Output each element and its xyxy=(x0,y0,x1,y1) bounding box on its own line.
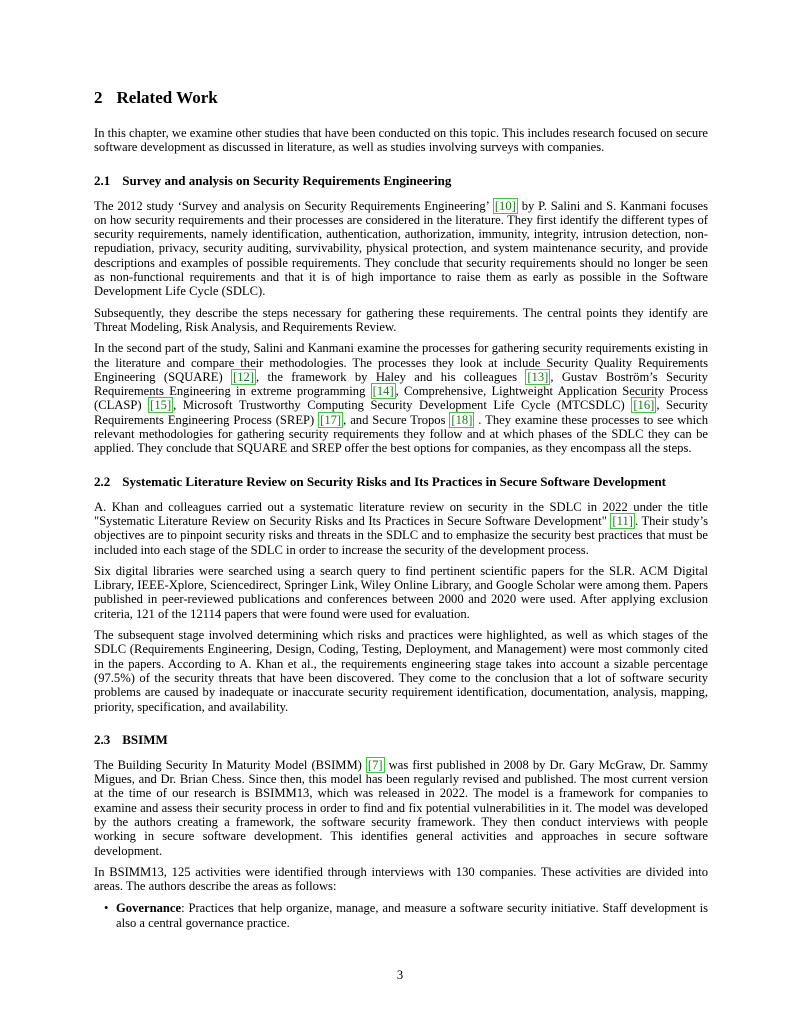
paragraph: Subsequently, they describe the steps necessary for gathering these requirements. The central points they identify are Threat Modeling, Risk Analysis, and Requirements Review. xyxy=(94,305,708,334)
text-run: . Their study’s objectives are to pinpoint security risks and threats in the SDLC and to emphasize the security best practices that must be included into each stage of the SDLC in order to increase the security of the development process. xyxy=(94,513,708,557)
citation-link[interactable]: [14] xyxy=(372,384,394,399)
subsection-number: 2.2 xyxy=(94,473,111,489)
subsection-title: BSIMM xyxy=(122,731,168,747)
section-title: Related Work xyxy=(116,88,218,107)
text-run: The Building Security In Maturity Model (BSIMM) xyxy=(94,757,366,772)
page-body xyxy=(94,88,708,930)
text-run: , Comprehensive, Lightweight Application Security Process (CLASP) xyxy=(94,384,708,413)
intro-paragraph: In this chapter, we examine other studies that have been conducted on this topic. This includes research focused on secure software development as discussed in literature, as well as studies involving surveys with companies. xyxy=(94,126,708,155)
subsection-heading-2-1 xyxy=(94,173,708,188)
section-heading xyxy=(94,88,708,108)
subsection-number: 2.3 xyxy=(94,731,111,747)
subsection-heading-2-2 xyxy=(94,474,708,489)
citation-link[interactable]: [18] xyxy=(451,412,473,427)
text-run: , the framework by Haley and his colleagues xyxy=(256,369,526,384)
subsection-title: Systematic Literature Review on Security Risks and Its Practices in Secure Software Development xyxy=(122,473,666,489)
citation-link[interactable]: [11] xyxy=(612,513,633,528)
citation-link[interactable]: [17] xyxy=(320,412,342,427)
citation-link[interactable]: [7] xyxy=(367,757,383,772)
text-run: , Microsoft Trustworthy Computing Security Development Life Cycle (MTCSDLC) xyxy=(173,398,632,413)
paragraph xyxy=(94,500,708,557)
paragraph: The subsequent stage involved determining which risks and practices were highlighted, as well as which stages of the SDLC (Requirements Engineering, Design, Coding, Testing, Deployment, and Management) were most commonly cited in the papers. According to A. Khan et al., the requirements engineering stage takes into account a sizable percentage (97.5%) of the security threats that have been discovered. They come to the conclusion that a lot of software security problems are caused by inadequate or inaccurate security requirement identification, documentation, analysis, mapping, priority, specification, and availability. xyxy=(94,628,708,714)
citation-link[interactable]: [10] xyxy=(494,198,516,213)
citation-link[interactable]: [12] xyxy=(233,369,255,384)
paragraph xyxy=(94,341,708,455)
text-run: was first published in 2008 by Dr. Gary McGraw, Dr. Sammy Migues, and Dr. Brian Chess. Since then, this model has been regularly revised and published. The most current version at the time of our research is BSIMM13, which was released in 2022. The model is a framework for companies to examine and assess their security process in order to find and fix potential vulnerabilities in it. The model was developed by the authors creating a framework, the software security framework. They then conduct interviews with people working in secure software development. This identifies general activities and approaches in secure software development. xyxy=(94,757,708,858)
text-run: , Gustav Boström’s Security Requirements Engineering in extreme programming xyxy=(94,369,708,399)
citation-link[interactable]: [16] xyxy=(633,398,655,413)
paragraph: Six digital libraries were searched using a search query to find pertinent scientific papers for the SLR. ACM Digital Library, IEEE-Xplore, Sciencedirect, Springer Link, Wiley Online Library, and Google Scholar were among them. Papers published in peer-reviewed publications and conferences between 2000 and 2020 were used. After applying exclusion criteria, 121 of the 12114 papers that were found were used for evaluation. xyxy=(94,563,708,621)
list-item-term: Governance xyxy=(116,901,182,916)
subsection-heading-2-3 xyxy=(94,732,708,747)
list-item-text: : Practices that help organize, manage, and measure a software security initiative. Staff development is also a central governance practice. xyxy=(116,901,708,930)
text-run: , Security Requirements Engineering Process (SREP) xyxy=(94,398,708,427)
list-item xyxy=(104,901,708,930)
text-run: by P. Salini and S. Kanmani focuses on how security requirements and their processes are considered in the literature. They first identify the different types of security requirements, namely identification, authentication, authorization, immunity, integrity, intrusion detection, non-repudiation, privacy, security auditing, survivability, physical protection, and system maintenance security, and provide descriptions and examples of possible requirements. They conclude that security requirements should no longer be seen as non-functional requirements and that it is of high importance to raise them as early as possible in the Software Development Life Cycle (SDLC). xyxy=(94,198,708,299)
bullet-icon: • xyxy=(104,901,109,916)
section-number: 2 xyxy=(94,88,103,107)
citation-link[interactable]: [13] xyxy=(527,369,549,384)
paragraph xyxy=(94,199,708,299)
area-list xyxy=(94,901,708,930)
subsection-number: 2.1 xyxy=(94,172,111,188)
paragraph: In BSIMM13, 125 activities were identified through interviews with 130 companies. These activities are divided into areas. The authors describe the areas as follows: xyxy=(94,864,708,894)
paragraph xyxy=(94,758,708,858)
text-run: . They examine these processes to see which relevant methodologies for gathering security requirements they follow and at which phases of the SDLC they can be applied. They conclude that SQUARE and SREP offer the best options for companies, as they encompass all the steps. xyxy=(94,412,708,456)
page-number: 3 xyxy=(396,968,404,982)
text-run: , and Secure Tropos xyxy=(343,412,450,427)
text-run: In the second part of the study, Salini and Kanmani examine the processes for gathering security requirements existing in the literature and compare their methodologies. The processes they look at include Security Quality Requirements Engineering (SQUARE) xyxy=(94,341,708,384)
text-run: A. Khan and colleagues carried out a systematic literature review on security in the SDLC in 2022 under the title "Systematic Literature Review on Security Risks and Its Practices in Secure Software Development" xyxy=(94,499,708,528)
subsection-title: Survey and analysis on Security Requirements Engineering xyxy=(122,172,452,188)
text-run: The 2012 study ‘Survey and analysis on Security Requirements Engineering’ xyxy=(94,198,493,213)
citation-link[interactable]: [15] xyxy=(150,398,172,413)
